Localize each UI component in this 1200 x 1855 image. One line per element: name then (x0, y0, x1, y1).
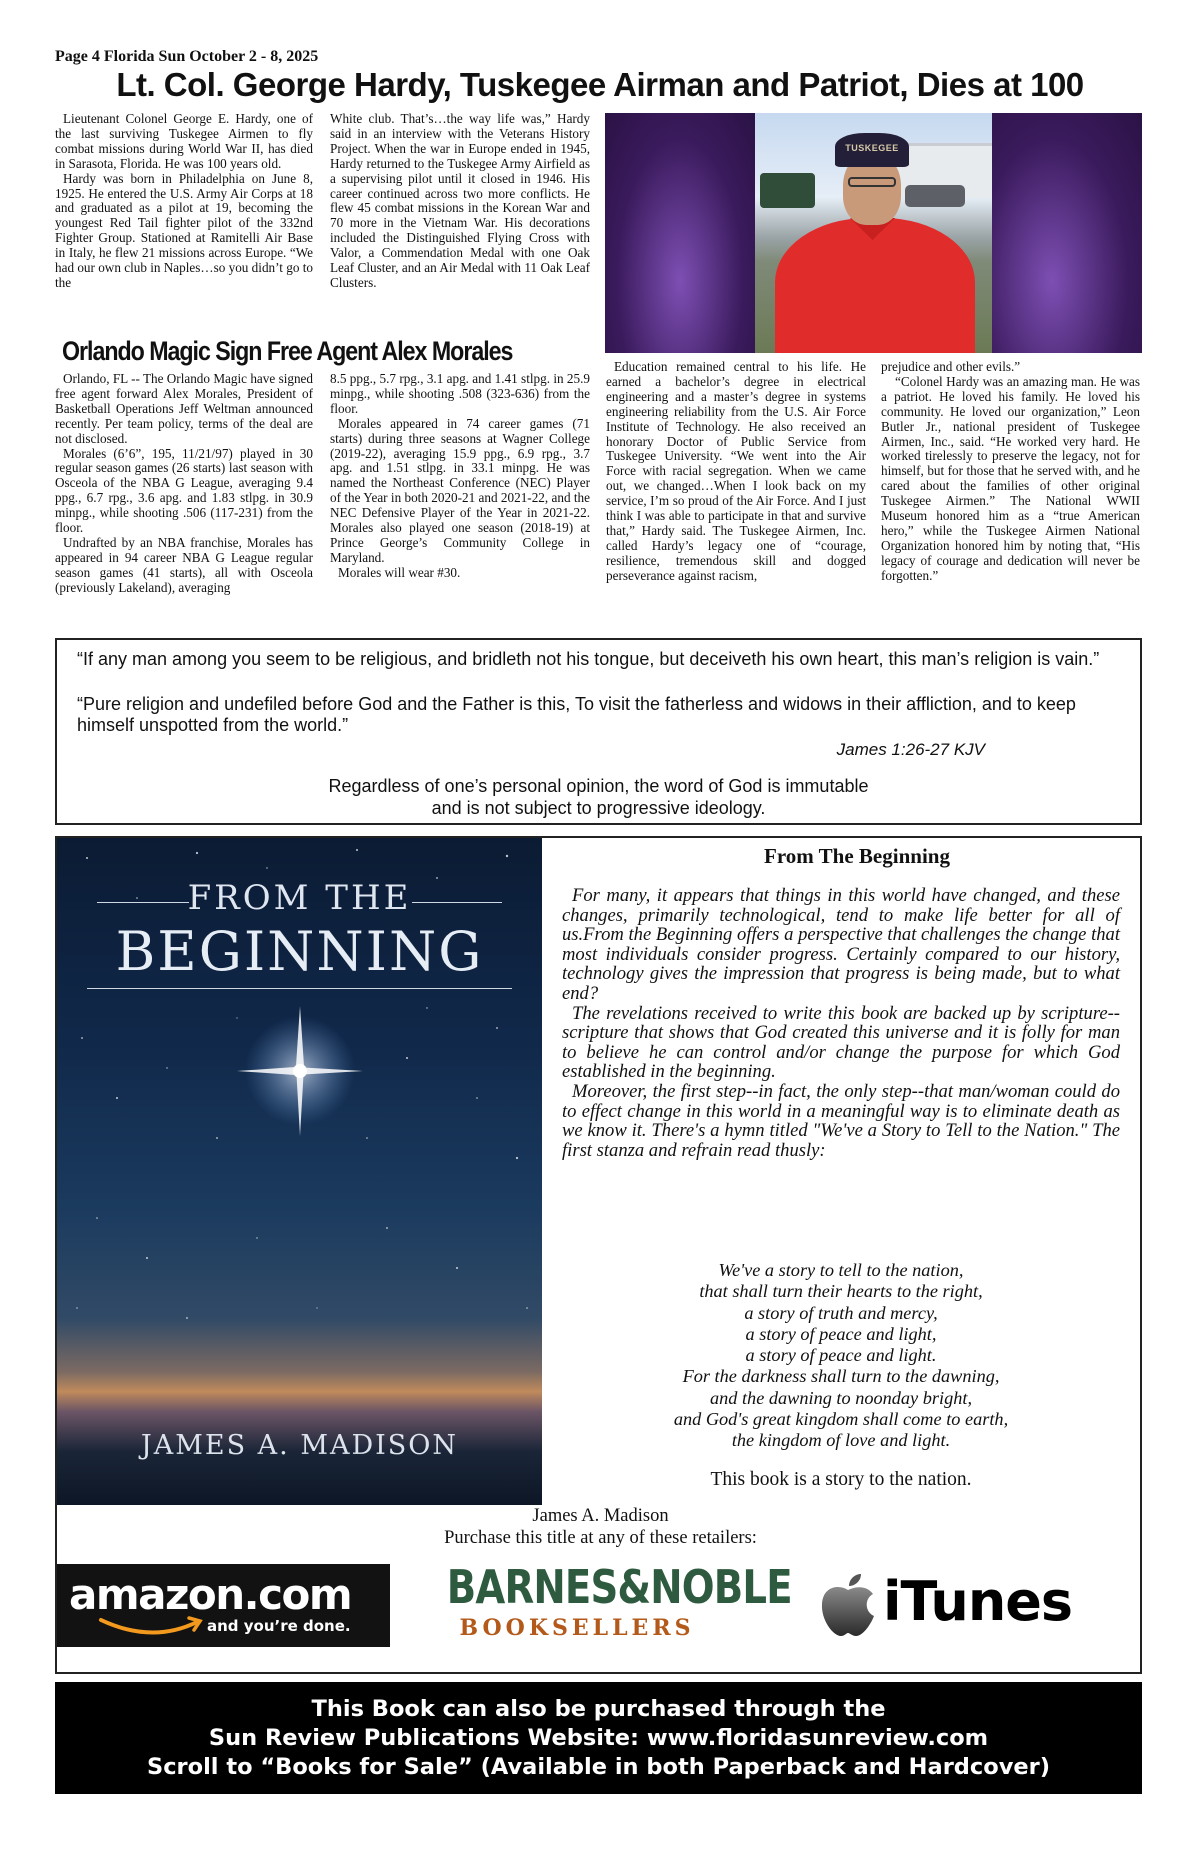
barnes-noble-logo[interactable] (422, 1560, 792, 1650)
hardy-headline: Lt. Col. George Hardy, Tuskegee Airman and Patriot, Dies at 100 (116, 66, 1084, 103)
amazon-wordmark: amazon.com (69, 1570, 352, 1619)
book-author: James A. Madison (532, 1506, 669, 1526)
tuskegee-cap: TUSKEGEE (835, 133, 909, 167)
magic-headline: Orlando Magic Sign Free Agent Alex Morales (61, 336, 513, 366)
hymn-line: a story of truth and mercy, (744, 1302, 938, 1323)
article-paragraph: White club. That’s…the way life was,” Hardy said in an interview with the Veterans History Project. When the war in Europe ended in 1945, Hardy returned to the Tuskegee Army Airfield as a supervising pilot until it closed in 1946. His career continued across two more conflicts. He flew 45 combat missions in the Korean War and 70 more in the Vietnam War. His decorations included the Distinguished Flying Cross with Valor, a Commendation Medal with one Oak Leaf Cluster, and an Air Medal with 11 Oak Leaf Clusters. (330, 111, 590, 290)
photo-portrait (755, 113, 992, 353)
hardy-column-4 (881, 360, 1140, 584)
hymn-line: that shall turn their hearts to the right, (699, 1281, 983, 1302)
photo-background-left (605, 113, 755, 353)
cover-author: JAMES A. MADISON (140, 1430, 459, 1461)
article-paragraph: Morales (6’6”, 195, 11/21/97) played in 30 regular season games (26 starts) last season with Osceola of the NBA G League, averaging 9.4 ppg., 6.7 rpg., 3.6 apg. and 1.83 stlpg. in 30.9 minpg., while shooting .506 (117-231) from the floor. (55, 445, 313, 536)
amazon-tagline: and you’re done. (207, 1617, 351, 1635)
article-paragraph: Morales appeared in 74 career games (71 starts) during three seasons at Wagner College (2019-22), averaging 15.9 ppg., 6.9 rpg., 3.7 apg. and 1.51 stlpg. in 33.1 minpg. He was named the Northeast Conference (NEC) Player of the Year in both 2020-21 and 2021-22, and the NEC Defensive Player of the Year in 2021-22. Morales also played one season (2018-19) at Prince George’s Community College in Maryland. (330, 415, 590, 565)
cover-title-main: BEGINNING (115, 920, 484, 983)
article-paragraph: prejudice and other evils.” (881, 359, 1021, 374)
book-cover (57, 838, 542, 1505)
article-paragraph: Education remained central to his life. He earned a bachelor’s degree in electrical engineering and a master’s degree in systems engineering reliability from the U.S. Air Force Institute of Technology. He also received an honorary Doctor of Public Service from Tuskegee University. “We went into the Air Force with racial segregation. When we came out, we changed…When I look back on my service, I’m so proud of the Air Force. And I just think I was able to participate in that and survive that,” Hardy said. The Tuskegee Airmen, Inc. called Hardy’s legacy one of “courage, resilience, tremendous skill and dogged perseverance against racism, (606, 359, 866, 583)
itunes-wordmark: iTunes (883, 1570, 1073, 1633)
description-paragraph: The revelations received to write this book are backed up by scripture--scripture that shows that God created this universe and it is folly for man to believe he can control and/or change the purpose for which God established in the beginning. (562, 1002, 1120, 1083)
book-advertisement (55, 836, 1142, 1674)
footer-line: This Book can also be purchased through the (311, 1696, 886, 1722)
car-shape (905, 185, 965, 207)
description-paragraph: Moreover, the first step--in fact, the only step--that man/woman could do to effect change in this world in a meaningful way is to eliminate death as we know it. There's a hymn titled "We've a Story to Tell to the Nation." The first stanza and refrain read thusly: (562, 1080, 1120, 1161)
disclaimer-line: Regardless of one’s personal opinion, the word of God is immutable (328, 776, 869, 796)
description-paragraph: For many, it appears that things in this world have changed, and these changes, primarily technological, tend to make life better for all of us.From the Beginning offers a perspective that challenges the change that most individuals consider progress. Certainly compared to our history, technology gives the impression that progress is being made, but to what end? (562, 885, 1120, 1004)
amazon-logo[interactable] (57, 1564, 390, 1647)
scripture-reference: James 1:26-27 KJV (836, 740, 985, 759)
itunes-logo[interactable] (817, 1564, 1117, 1644)
photo-background-right (992, 113, 1142, 353)
hardy-column-3 (606, 360, 866, 584)
article-paragraph: Lieutenant Colonel George E. Hardy, one of the last surviving Tuskegee Airmen to fly combat missions during World War II, has died in Sarasota, Florida. He was 100 years old. (55, 111, 313, 171)
book-title: From The Beginning (764, 844, 950, 868)
hymn-line: We've a story to tell to the nation, (718, 1260, 964, 1280)
retailers-prompt: Purchase this title at any of these retailers: (444, 1528, 757, 1548)
footer-line: Sun Review Publications Website: www.floridasunreview.com (208, 1725, 989, 1751)
scripture-verse-1: “If any man among you seem to be religious, and bridleth not his tongue, but deceiveth his own heart, this man’s religion is vain.” (77, 649, 1100, 669)
hymn-line: a story of peace and light, (745, 1323, 937, 1344)
scripture-verse-2: “Pure religion and undefiled before God and the Father is this, To visit the fatherless and widows in their affliction, and to keep himself unspotted from the world.” (77, 694, 1076, 735)
truck-shape (760, 173, 815, 208)
footer-line: Scroll to “Books for Sale” (Available in both Paperback and Hardcover) (146, 1754, 1050, 1780)
cover-title-top: FROM THE (187, 878, 412, 918)
book-closing-line: This book is a story to the nation. (710, 1469, 972, 1490)
article-paragraph: Morales will wear #30. (338, 564, 461, 580)
hardy-photo (605, 113, 1142, 353)
scripture-disclaimer (57, 775, 1140, 819)
hymn-line: and the dawning to noonday bright, (709, 1387, 973, 1408)
cover-rule (87, 988, 512, 989)
hymn-line: the kingdom of love and light. (731, 1430, 951, 1451)
amazon-smile-icon (97, 1614, 207, 1640)
hymn-line: and God's great kingdom shall come to earth, (673, 1409, 1009, 1430)
barnes-noble-wordmark: BARNES&NOBLE (446, 1560, 792, 1614)
magic-column-1 (55, 372, 313, 596)
magic-column-2 (330, 372, 590, 581)
hardy-column-2 (330, 112, 590, 291)
scripture-box (55, 638, 1142, 825)
page-header: Page 4 Florida Sun October 2 - 8, 2025 (55, 48, 319, 65)
hymn-line: a story of peace and light. (745, 1345, 937, 1366)
hymn-line: For the darkness shall turn to the dawning, (682, 1366, 1000, 1387)
article-paragraph: “Colonel Hardy was an amazing man. He was a patriot. He loved his family. He loved his community. He loved our organization,” Leon Butler Jr., national president of Tuskegee Airmen, Inc., said. “He worked very hard. He worked tirelessly to preserve the legacy, not for himself, but for those that he served with, and he cared about the families of other original Tuskegee Airmen.” The National WWII Museum honored him as a “true American hero,” while the Tuskegee Airmen National Organization honored him by noting that, “His legacy of courage and dedication will never be forgotten.” (881, 373, 1140, 583)
barnes-noble-subtitle: BOOKSELLERS (459, 1615, 695, 1641)
apple-icon (817, 1572, 879, 1638)
disclaimer-line: and is not subject to progressive ideology. (431, 798, 766, 818)
article-paragraph: 8.5 ppg., 5.7 rpg., 3.1 apg. and 1.41 stlpg. in 25.9 minpg., while shooting .508 (323-636) from the floor. (330, 371, 590, 416)
article-paragraph: Hardy was born in Philadelphia on June 8, 1925. He entered the U.S. Army Air Corps at 18 and graduated as a pilot at 19, becoming the youngest Red Tail fighter pilot of the 332nd Fighter Group. Stationed at Ramitelli Air Base in Italy, he flew 21 missions across Europe. “We had our own club in Naples…so you didn’t go to the (55, 170, 313, 290)
book-description (562, 886, 1120, 1160)
article-paragraph: Undrafted by an NBA franchise, Morales has appeared in 94 career NBA G League regular season games (41 starts), all with Osceola (previously Lakeland), averaging (55, 534, 313, 595)
glasses (848, 177, 896, 187)
footer-banner (55, 1682, 1142, 1794)
red-shirt (775, 218, 975, 353)
article-paragraph: Orlando, FL -- The Orlando Magic have signed free agent forward Alex Morales, President of Basketball Operations Jeff Weltman announced recently. Per team policy, terms of the deal are not disclosed. (55, 371, 313, 446)
hymn-verse (562, 1260, 1120, 1452)
hardy-column-1 (55, 112, 313, 291)
